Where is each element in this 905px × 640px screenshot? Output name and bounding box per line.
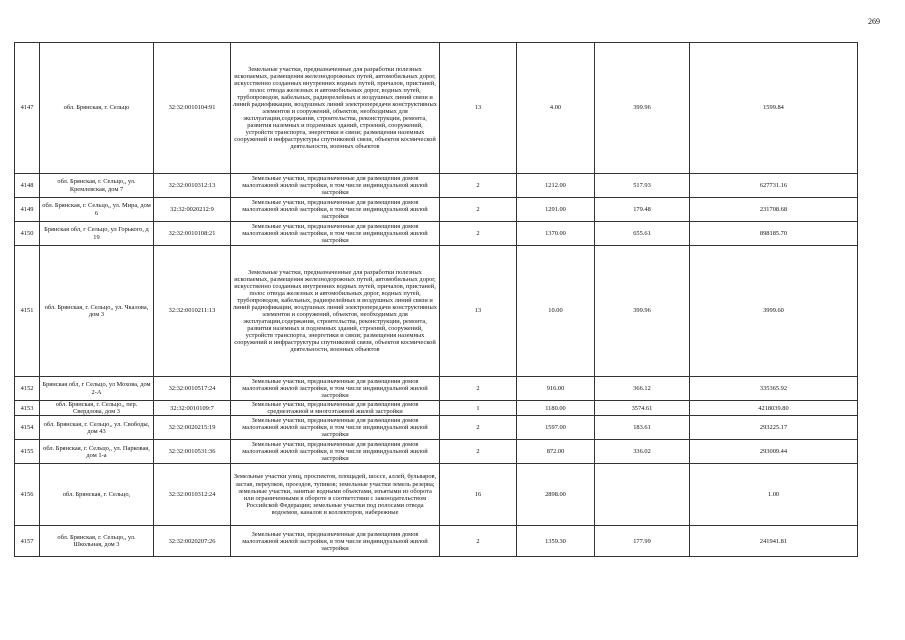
area-cell: 1212.00	[517, 174, 595, 198]
address-cell: обл. Брянская, г. Сельцо,, ул. Мира, дом 6	[40, 198, 154, 222]
area-cell: 10.00	[517, 246, 595, 377]
specific-value-cell: 3574.61	[595, 401, 690, 416]
area-cell: 4.00	[517, 43, 595, 174]
area-cell: 872.00	[517, 440, 595, 464]
address-cell: обл. Брянская, г. Сельцо,, пер. Свердлова, дом 3	[40, 401, 154, 416]
cadastral-value-cell: 1599.84	[690, 43, 858, 174]
use-group-cell: 13	[440, 246, 517, 377]
area-cell: 1180.00	[517, 401, 595, 416]
use-group-cell: 16	[440, 464, 517, 526]
cadastral-number-cell: 32:32:0020207:26	[154, 526, 231, 557]
cadastral-number-cell: 32:32:0010517:24	[154, 377, 231, 401]
table-row	[15, 401, 858, 416]
address-cell: обл. Брянская, г. Сельцо,, ул. Кремлевская, дом 7	[40, 174, 154, 198]
row-number-cell: 4149	[15, 198, 40, 222]
land-use-cell: Земельные участки, предназначенные для размещения домов малоэтажной жилой застройки, в том числе индивидуальной жилой застройки	[231, 198, 440, 222]
table-body	[15, 43, 858, 557]
specific-value-cell: 517.93	[595, 174, 690, 198]
land-use-cell: Земельные участки, предназначенные для размещения домов малоэтажной жилой застройки, в том числе индивидуальной жилой застройки	[231, 174, 440, 198]
use-group-cell: 2	[440, 440, 517, 464]
table-row	[15, 464, 858, 526]
use-group-cell: 13	[440, 43, 517, 174]
cadastral-value-cell: 231708.68	[690, 198, 858, 222]
table-row	[15, 222, 858, 246]
cadastral-value-cell: 293225.17	[690, 416, 858, 440]
row-number-cell: 4147	[15, 43, 40, 174]
land-use-cell: Земельные участки, предназначенные для размещения домов малоэтажной жилой застройки, в том числе индивидуальной жилой застройки	[231, 526, 440, 557]
cadastral-value-cell: 898185.70	[690, 222, 858, 246]
specific-value-cell: 179.48	[595, 198, 690, 222]
cadastral-number-cell: 32:32:0010312:24	[154, 464, 231, 526]
area-cell: 1370.00	[517, 222, 595, 246]
cadastral-number-cell: 32:32:0010104:91	[154, 43, 231, 174]
cadastral-value-cell: 4218039.80	[690, 401, 858, 416]
specific-value-cell: 183.61	[595, 416, 690, 440]
land-use-cell: Земельные участки, предназначенные для размещения домов среднеэтажной и многоэтажной жилой застройки	[231, 401, 440, 416]
cadastral-number-cell: 32:32:0010108:21	[154, 222, 231, 246]
specific-value-cell: 655.61	[595, 222, 690, 246]
row-number-cell: 4152	[15, 377, 40, 401]
specific-value-cell: 336.02	[595, 440, 690, 464]
use-group-cell: 2	[440, 416, 517, 440]
row-number-cell: 4155	[15, 440, 40, 464]
table-row	[15, 174, 858, 198]
address-cell: обл. Брянская, г. Сельцо,	[40, 464, 154, 526]
row-number-cell: 4151	[15, 246, 40, 377]
land-registry-table	[14, 42, 858, 557]
page-number: 269	[868, 17, 880, 26]
cadastral-value-cell: 3999.60	[690, 246, 858, 377]
table-row	[15, 43, 858, 174]
use-group-cell: 2	[440, 174, 517, 198]
land-use-cell: Земельные участки, предназначенные для размещения домов малоэтажной жилой застройки, в том числе индивидуальной жилой застройки	[231, 222, 440, 246]
land-use-cell: Земельные участки, предназначенные для размещения домов малоэтажной жилой застройки, в том числе индивидуальной жилой застройки	[231, 416, 440, 440]
row-number-cell: 4148	[15, 174, 40, 198]
row-number-cell: 4157	[15, 526, 40, 557]
row-number-cell: 4150	[15, 222, 40, 246]
address-cell: Брянская обл, г Сельцо, ул Горького, д 19	[40, 222, 154, 246]
use-group-cell: 2	[440, 526, 517, 557]
cadastral-number-cell: 32:32:0010109:7	[154, 401, 231, 416]
specific-value-cell: 399.96	[595, 43, 690, 174]
use-group-cell: 2	[440, 222, 517, 246]
address-cell: обл. Брянская, г. Сельцо,, ул. Свободы, дом 43	[40, 416, 154, 440]
table-row	[15, 416, 858, 440]
area-cell: 2898.00	[517, 464, 595, 526]
row-number-cell: 4154	[15, 416, 40, 440]
cadastral-number-cell: 32:32:0020212:9	[154, 198, 231, 222]
area-cell: 1359.30	[517, 526, 595, 557]
specific-value-cell: 177.99	[595, 526, 690, 557]
use-group-cell: 2	[440, 377, 517, 401]
table-row	[15, 526, 858, 557]
cadastral-number-cell: 32:32:0010312:13	[154, 174, 231, 198]
land-use-cell: Земельные участки, предназначенные для разработки полезных ископаемых, размещения железнодорожных путей, автомобильных дорог, искусственно созданных внутренних водных путей, причалов, пристаней, полос отвода железных и автомобильных дорог, водных путей, трубопроводов, кабельных, радиорелейных и воздушных линий связи и линий радиофикации, воздушных линий электропередачи конструктивных элементов и сооружений, объектов, необходимых для эксплуатации,содержания, строительства, реконструкции, ремонта, развития наземных и подземных зданий, строений, сооружений, устройств транспорта, энергетики и связи; размещения наземных сооружений и инфраструктуры спутниковой связи, объектов космической деятельности, военных объектов	[231, 246, 440, 377]
cadastral-value-cell: 627731.16	[690, 174, 858, 198]
land-use-cell: Земельные участки, предназначенные для размещения домов малоэтажной жилой застройки, в том числе индивидуальной жилой застройки	[231, 377, 440, 401]
table-row	[15, 246, 858, 377]
area-cell: 1597.00	[517, 416, 595, 440]
cadastral-value-cell: 293009.44	[690, 440, 858, 464]
specific-value-cell: 366.12	[595, 377, 690, 401]
address-cell: обл. Брянская, г. Сельцо	[40, 43, 154, 174]
table-row	[15, 440, 858, 464]
table-row	[15, 198, 858, 222]
address-cell: обл. Брянская, г. Сельцо,, ул. Парковая, дом 1-а	[40, 440, 154, 464]
land-use-cell: Земельные участки, предназначенные для разработки полезных ископаемых, размещения железнодорожных путей, автомобильных дорог, искусственно созданных внутренних водных путей, причалов, пристаней, полос отвода железных и автомобильных дорог, водных путей, трубопроводов, кабельных, радиорелейных и воздушных линий связи и линий радиофикации, воздушных линий электропередачи конструктивных элементов и сооружений, объектов, необходимых для эксплуатации,содержания, строительства, реконструкции, ремонта, развития наземных и подземных зданий, строений, сооружений, устройств транспорта, энергетики и связи; размещения наземных сооружений и инфраструктуры спутниковой связи, объектов космической деятельности, военных объектов	[231, 43, 440, 174]
specific-value-cell	[595, 464, 690, 526]
specific-value-cell: 399.96	[595, 246, 690, 377]
row-number-cell: 4156	[15, 464, 40, 526]
cadastral-number-cell: 32:32:0010531:36	[154, 440, 231, 464]
land-use-cell: Земельные участки, предназначенные для размещения домов малоэтажной жилой застройки, в том числе индивидуальной жилой застройки	[231, 440, 440, 464]
land-use-cell: Земельные участки улиц, проспектов, площадей, шоссе, аллей, бульваров, застав, переулков, проездов, тупиков; земельные участки земель резерва; земельные участки, занятые водными объектами, изъятыми из оборота или ограниченными в обороте в соответствии с законодательством Российской Федерации; земельные участки под полосами отвода водоемов, каналов и коллекторов, набережные	[231, 464, 440, 526]
use-group-cell: 1	[440, 401, 517, 416]
row-number-cell: 4153	[15, 401, 40, 416]
area-cell: 1291.00	[517, 198, 595, 222]
cadastral-value-cell: 1.00	[690, 464, 858, 526]
cadastral-number-cell: 32:32:0010211:13	[154, 246, 231, 377]
table-row	[15, 377, 858, 401]
cadastral-value-cell: 241941.81	[690, 526, 858, 557]
cadastral-number-cell: 32:32:0020215:19	[154, 416, 231, 440]
use-group-cell: 2	[440, 198, 517, 222]
area-cell: 916.00	[517, 377, 595, 401]
address-cell: обл. Брянская, г. Сельцо,, ул. Школьная, дом 3	[40, 526, 154, 557]
address-cell: обл. Брянская, г. Сельцо,, ул. Чкалова, дом 3	[40, 246, 154, 377]
cadastral-value-cell: 335365.92	[690, 377, 858, 401]
address-cell: Брянская обл, г Сельцо, ул Мохова, дом 2-А	[40, 377, 154, 401]
